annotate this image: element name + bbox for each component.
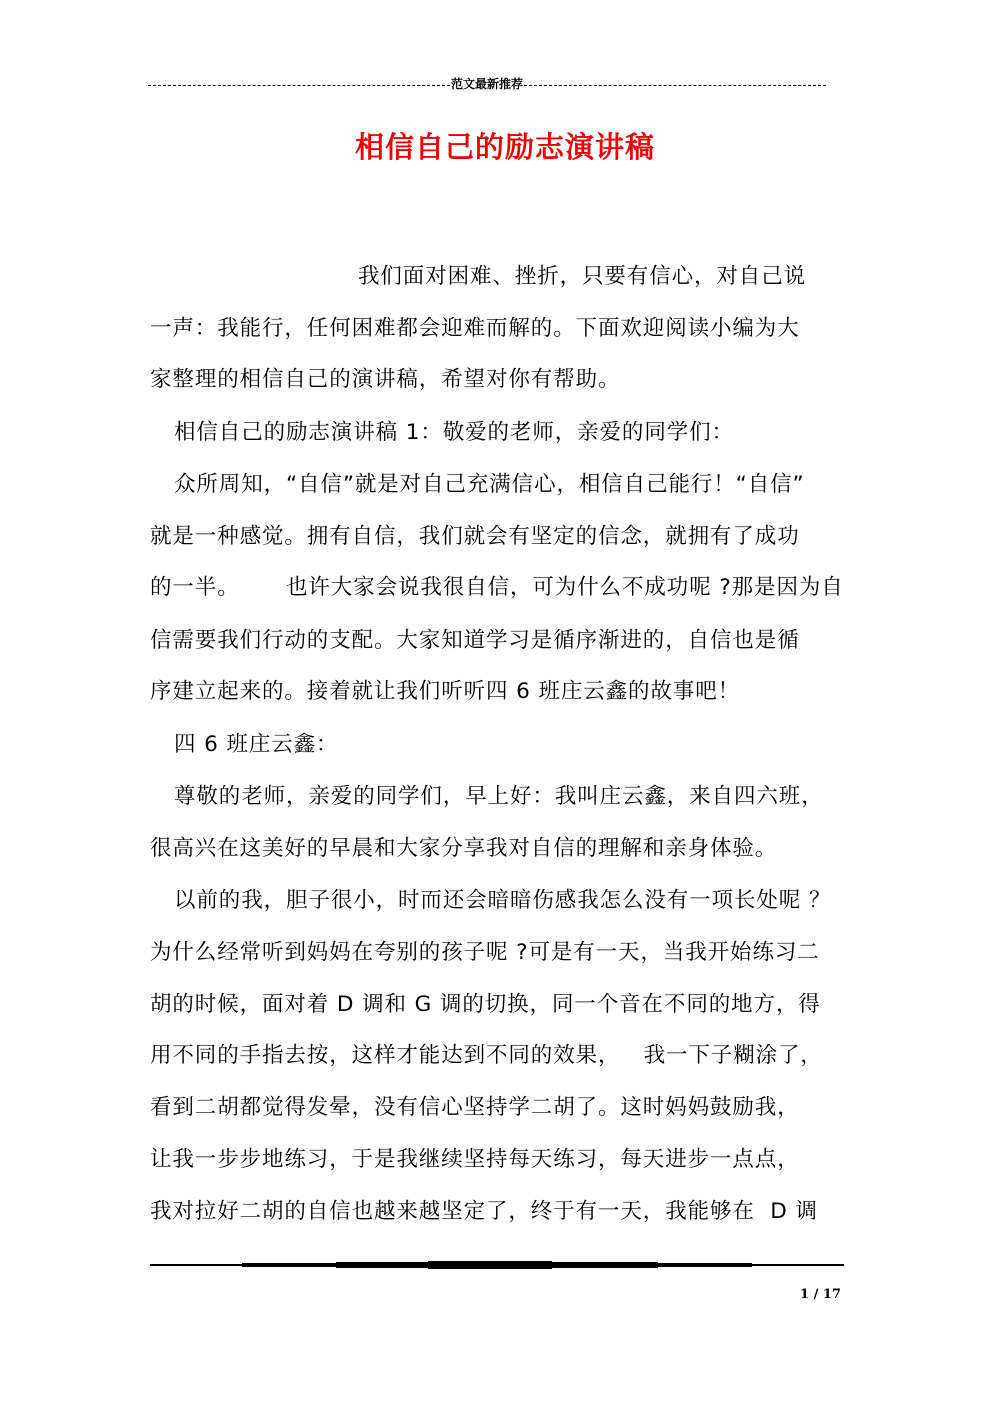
body-line: 家整理的相信自己的演讲稿，希望对你有帮助。 (150, 367, 621, 392)
body-line: 序建立起来的。接着就让我们听听四 6 班庄云鑫的故事吧！ (150, 679, 741, 704)
body-line: 以前的我，胆子很小，时而还会暗暗伤感我怎么没有一项长处呢 ？ (174, 888, 832, 913)
page-number: 1 / 17 (800, 1287, 841, 1302)
body-line: 就是一种感觉。拥有自信，我们就会有坚定的信念，就拥有了成功 (150, 524, 800, 549)
body-line: 信需要我们行动的支配。大家知道学习是循序渐进的，自信也是循 (150, 628, 800, 653)
body-line: 我们面对困难、挫折，只要有信心，对自己说 (358, 264, 807, 289)
body-line: 相信自己的励志演讲稿 1：敬爱的老师，亲爱的同学们： (174, 420, 734, 445)
footer-decorative-rule (150, 1258, 844, 1272)
header-dashed-rule-right (524, 85, 826, 86)
body-line: 让我一步步地练习，于是我继续坚持每天练习，每天进步一点点， (150, 1147, 800, 1172)
body-line: 的一半。 也许大家会说我很自信，可为什么不成功呢 ?那是因为自 (150, 575, 844, 600)
body-line: 我对拉好二胡的自信也越来越坚定了，终于有一天，我能够在 D 调 (150, 1199, 818, 1224)
body-line: 尊敬的老师，亲爱的同学们，早上好：我叫庄云鑫，来自四六班， (174, 784, 824, 809)
header-dashed-rule-left (148, 85, 450, 86)
document-title: 相信自己的励志演讲稿 (354, 130, 655, 164)
header-label: 范文最新推荐 (451, 77, 524, 91)
body-line: 四 6 班庄云鑫： (174, 732, 339, 757)
body-line: 看到二胡都觉得发晕，没有信心坚持学二胡了。这时妈妈鼓励我， (150, 1095, 800, 1120)
body-line: 众所周知，“自信”就是对自己充满信心，相信自己能行！“自信” (174, 472, 805, 497)
body-line: 很高兴在这美好的早晨和大家分享我对自信的理解和亲身体验。 (150, 836, 778, 861)
page-header (148, 74, 826, 94)
body-line: 胡的时候，面对着 D 调和 G 调的切换，同一个音在不同的地方，得 (150, 992, 821, 1017)
body-line: 一声：我能行，任何困难都会迎难而解的。下面欢迎阅读小编为大 (150, 316, 800, 341)
body-line: 用不同的手指去按，这样才能达到不同的效果， 我一下子糊涂了， (150, 1043, 823, 1068)
body-line: 为什么经常听到妈妈在夸别的孩子呢 ?可是有一天，当我开始练习二 (150, 940, 820, 965)
